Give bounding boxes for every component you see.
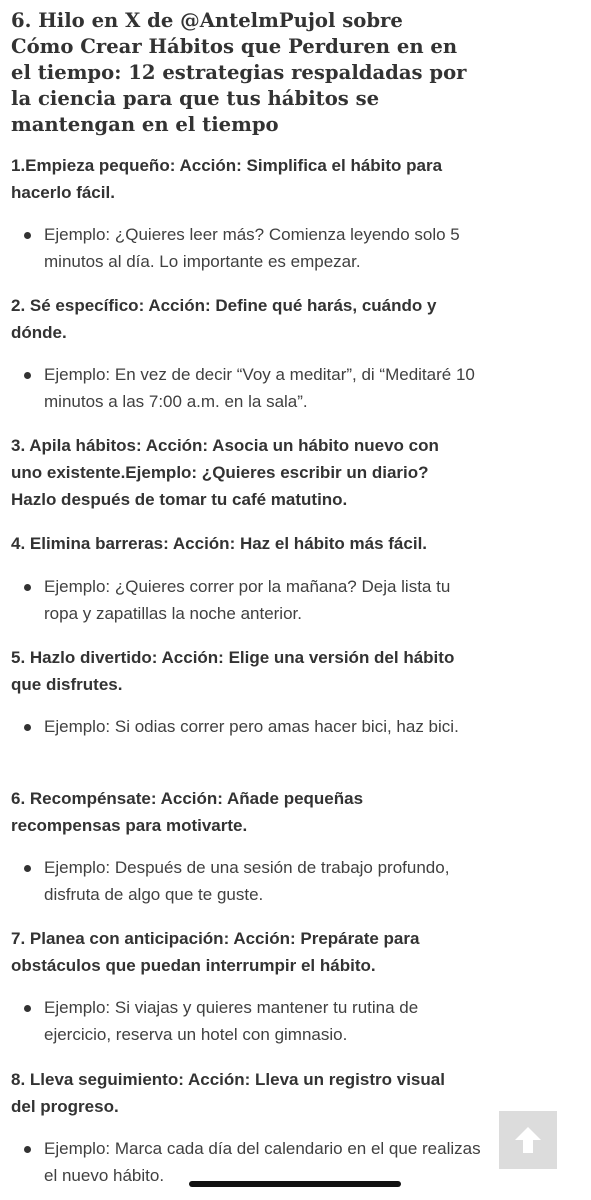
list-item-example-7 [21,994,484,1048]
list-item-example-4 [21,573,484,627]
item-heading-5: 5. Hazlo divertido: Acción: Elige una versión del hábito que disfrutes. [11,648,455,694]
item-heading-6: 6. Recompénsate: Acción: Añade pequeñas recompensas para motivarte. [11,789,364,835]
item-heading-7: 7. Planea con anticipación: Acción: Prepárate para obstáculos que puedan interrumpir el hábito. [11,929,420,975]
scroll-to-top-button[interactable] [499,1111,557,1169]
example-text-7: Ejemplo: Si viajas y quieres mantener tu rutina de ejercicio, reserva un hotel con gimnasio. [44,998,419,1044]
bullet-icon [24,232,31,239]
bullet-icon [24,1005,31,1012]
bullet-icon [24,584,31,591]
item-heading-8: 8. Lleva seguimiento: Acción: Lleva un registro visual del progreso. [11,1070,445,1116]
example-text-6: Ejemplo: Después de una sesión de trabajo profundo, disfruta de algo que te guste. [44,858,450,904]
list-item-example-5 [21,713,484,740]
list-item-example-1 [21,221,484,275]
bullet-icon [24,1146,31,1153]
example-text-5: Ejemplo: Si odias correr pero amas hacer bici, haz bici. [44,717,459,736]
example-text-4: Ejemplo: ¿Quieres correr por la mañana? Deja lista tu ropa y zapatillas la noche anterior. [44,577,451,623]
example-text-1: Ejemplo: ¿Quieres leer más? Comienza leyendo solo 5 minutos al día. Lo importante es empezar. [44,225,460,271]
bullet-icon [24,865,31,872]
item-heading-4: 4. Elimina barreras: Acción: Haz el hábito más fácil. [11,534,428,553]
article-title: 6. Hilo en X de @AntelmPujol sobre Cómo Crear Hábitos que Perduren en en el tiempo: 12 estrategias respaldadas por la ciencia para que tus hábitos se mantengan en el tiempo [11,9,467,136]
bullet-icon [24,724,31,731]
list-item-example-2 [21,361,484,415]
list-item-example-6 [21,854,484,908]
item-heading-3: 3. Apila hábitos: Acción: Asocia un hábito nuevo con uno existente.Ejemplo: ¿Quieres escribir un diario? Hazlo después de tomar tu café matutino. [11,436,439,509]
item-heading-1: 1.Empieza pequeño: Acción: Simplifica el hábito para hacerlo fácil. [11,156,443,202]
bullet-icon [24,372,31,379]
arrow-up-icon [513,1125,543,1155]
home-indicator[interactable] [189,1181,401,1187]
example-text-8: Ejemplo: Marca cada día del calendario en el que realizas el nuevo hábito. [44,1139,481,1185]
item-heading-2: 2. Sé específico: Acción: Define qué harás, cuándo y dónde. [11,296,437,342]
example-text-2: Ejemplo: En vez de decir “Voy a meditar”, di “Meditaré 10 minutos a las 7:00 a.m. en la sala”. [44,365,475,411]
